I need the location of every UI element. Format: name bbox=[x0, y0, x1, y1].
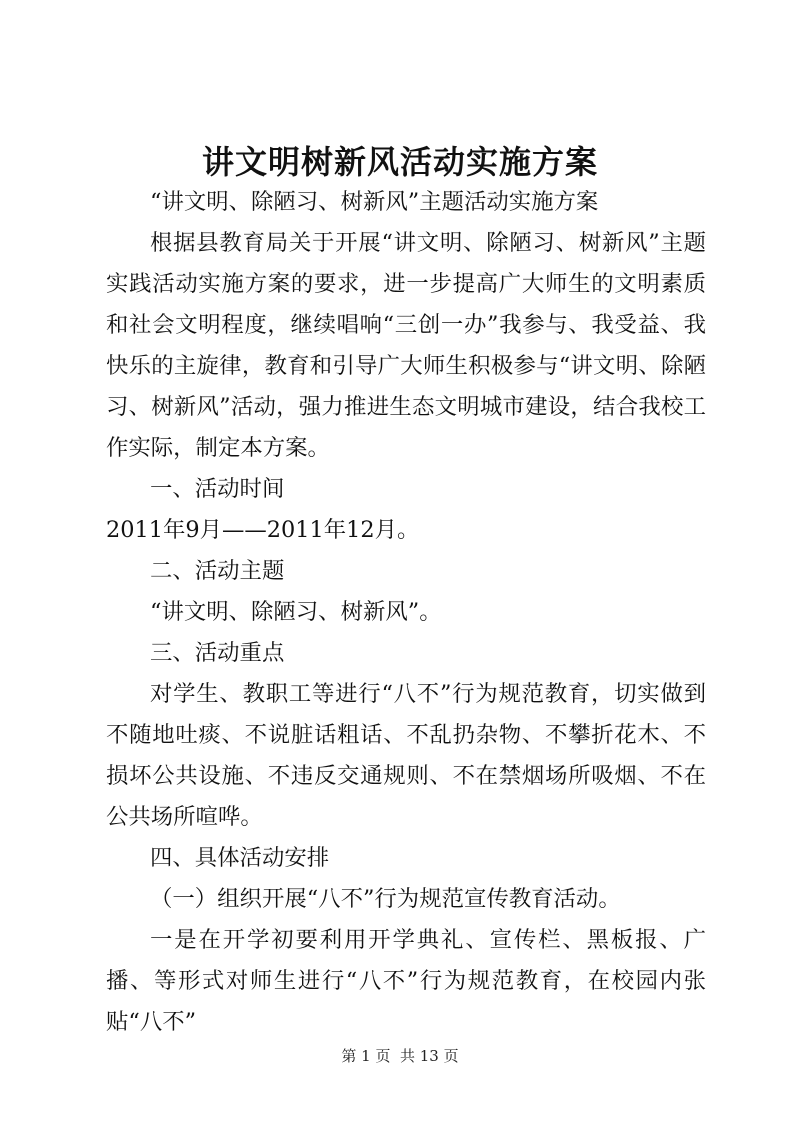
paragraph-intro: 根据县教育局关于开展“讲文明、除陋习、树新风”主题实践活动实施方案的要求，进一步提高广大师生的文明素质和社会文明程度，继续唱响“三创一办”我参与、我受益、我快乐的主旋律，教育和引导广大师生积极参与“讲文明、除陋习、树新风”活动，强力推进生态文明城市建设，结合我校工作实际，制定本方案。 bbox=[106, 230, 706, 461]
subheading-arrangement-one: （一）组织开展“八不”行为规范宣传教育活动。 bbox=[150, 886, 621, 912]
paragraph-subtitle: “讲文明、除陋习、树新风”主题活动实施方案 bbox=[150, 189, 599, 215]
heading-activity-theme: 二、活动主题 bbox=[150, 558, 285, 584]
heading-activity-focus: 三、活动重点 bbox=[150, 640, 285, 666]
heading-activity-time: 一、活动时间 bbox=[150, 476, 285, 502]
heading-activity-arrangement: 四、具体活动安排 bbox=[150, 845, 330, 871]
page-footer bbox=[0, 1046, 800, 1066]
page-number-label: 第 1 页 共 13 页 bbox=[341, 1047, 459, 1065]
paragraph-activity-time: 2011年9月——2011年12月。 bbox=[106, 517, 420, 543]
paragraph-activity-theme: “讲文明、除陋习、树新风”。 bbox=[150, 599, 442, 625]
document-title: 讲文明树新风活动实施方案 bbox=[201, 143, 598, 181]
document-body bbox=[106, 182, 706, 1043]
paragraph-activity-focus: 对学生、教职工等进行“八不”行为规范教育，切实做到不随地吐痰、不说脏话粗话、不乱扔杂物、不攀折花木、不损坏公共设施、不违反交通规则、不在禁烟场所吸烟、不在公共场所喧哗。 bbox=[106, 681, 706, 830]
paragraph-arrangement-one: 一是在开学初要利用开学典礼、宣传栏、黑板报、广播、等形式对师生进行“八不”行为规范教育，在校园内张贴“八不” bbox=[106, 927, 706, 1035]
